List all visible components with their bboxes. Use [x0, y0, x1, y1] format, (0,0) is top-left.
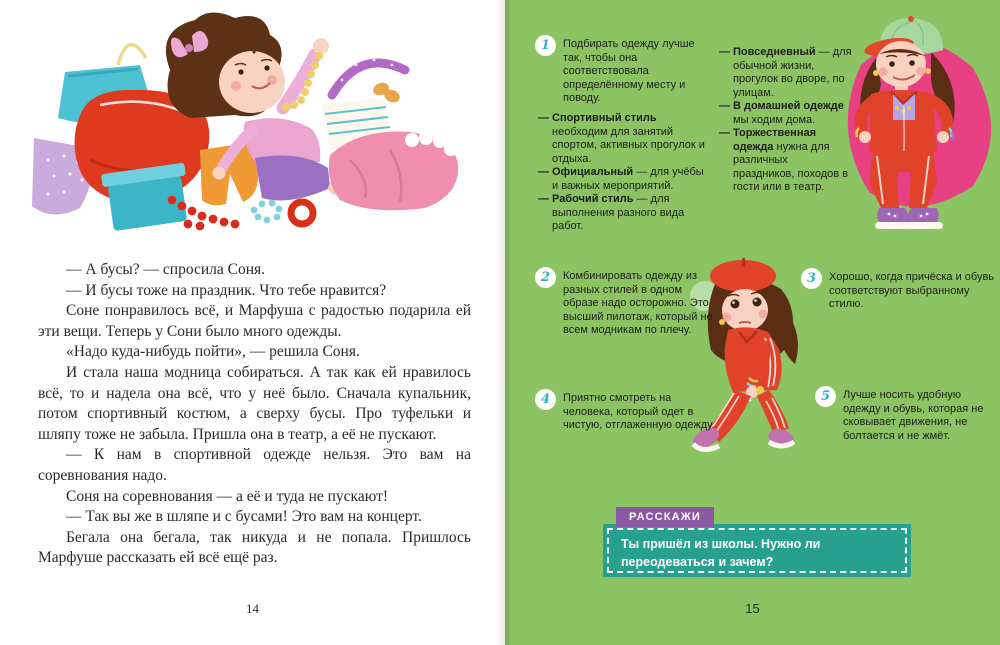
bullet-lead: Спортивный стиль — [552, 112, 657, 124]
bullet-text — [552, 193, 708, 234]
story-paragraph: — И бусы тоже на праздник. Что тебе нравится? — [66, 281, 387, 299]
style-bullet-sport — [538, 112, 708, 166]
bullet-lead: Торжественная одежда — [733, 127, 817, 153]
tip-1-text: Подбирать одежду лучше так, чтобы она соответствовала определённому месту и поводу. — [563, 38, 695, 104]
bullet-text — [733, 100, 852, 127]
style-bullet-casual — [719, 46, 852, 100]
girl-standing-tracksuit-illustration — [831, 10, 1000, 242]
bullet-dash: — — [538, 112, 549, 124]
story-paragraph: — А бусы? — спросила Соня. — [66, 261, 266, 278]
story-paragraph: И стала наша модница собираться. А так как ей нравилось всё, то и надела она всё, что у неё было. Сначала купальник, потом спортивный костюм, а сверху бусы. Про туфельки и шляпу тоже не забыла. Пришла она в театр, а её не пускают. — [38, 363, 471, 443]
bullet-dash: — — [719, 100, 730, 112]
bullet-rest: мы ходим дома. — [733, 113, 816, 126]
bullet-lead: Повседневный — [733, 46, 816, 58]
story-paragraph: Бегала она бегала, так никуда и не попала. Пришлось Марфуше рассказать ей всё ещё раз. — [38, 528, 471, 567]
bullet-text — [733, 46, 852, 100]
style-bullets-column-1 — [538, 112, 708, 234]
bullet-text — [552, 112, 708, 166]
tell-callout-label: РАССКАЖИ — [616, 507, 714, 527]
tip-1-number-badge: 1 — [535, 35, 556, 56]
tip-2-text: Комбинировать одежду из разных стилей в одном образе надо осторожно. Это высший пилотаж, который не всем модникам по плечу. — [563, 270, 713, 336]
bullet-dash: — — [538, 166, 549, 178]
bullet-dash: — — [538, 193, 549, 205]
bullet-rest: — для обычной жизни, прогулок во дворе, по улицам. — [733, 46, 852, 99]
bullet-text — [733, 127, 852, 195]
bullet-rest: — для выполнения разного вида работ. — [552, 193, 685, 232]
tip-4-text: Приятно смотреть на человека, который одет в чистую, отглаженную одежду. — [563, 392, 715, 431]
bullet-rest: — для учёбы и важных мероприятий. — [552, 166, 704, 192]
tip-4-number-badge: 4 — [535, 389, 556, 410]
bullet-rest: необходим для занятий спортом, активных прогулок и отдыха. — [552, 125, 705, 165]
tell-callout-box — [603, 507, 911, 577]
style-bullet-home — [719, 100, 852, 127]
story-paragraph: «Надо куда-нибудь пойти», — решила Соня. — [66, 343, 360, 361]
tip-5 — [815, 389, 993, 443]
bullet-text — [552, 166, 708, 193]
tip-5-number-badge: 5 — [815, 386, 836, 407]
story-paragraph: Соне понравилось всё, и Марфуша с радостью подарила ей эти вещи. Теперь у Сони было много одежды. — [38, 302, 471, 340]
style-bullets-column-2 — [719, 46, 852, 195]
tip-5-text: Лучше носить удобную одежду и обувь, которая не сковывает движения, не болтается и не жмёт. — [843, 389, 984, 442]
bullet-dash: — — [719, 46, 730, 58]
bullet-rest: нужна для различных праздников, походов в гости или в театр. — [733, 140, 849, 193]
tell-callout-question: Ты пришёл из школы. Нужно ли переодеваться и зачем? — [621, 537, 821, 569]
bullet-lead: Рабочий стиль — [552, 193, 634, 205]
tip-4 — [535, 392, 717, 433]
tip-3-number-badge: 3 — [801, 268, 822, 289]
tell-callout-body — [603, 524, 911, 577]
bullet-lead: Официальный — [552, 166, 634, 178]
left-page-number: 14 — [246, 601, 259, 616]
bullet-lead: В домашней одежде — [733, 100, 844, 112]
style-bullet-work — [538, 193, 708, 234]
tip-1 — [535, 38, 711, 106]
bullet-dash: — — [719, 127, 730, 139]
right-page-number: 15 — [745, 601, 760, 616]
tip-2-number-badge: 2 — [535, 267, 556, 288]
story-paragraph: — Так вы же в шляпе и с бусами! Это вам на концерт. — [66, 508, 422, 526]
tip-3 — [801, 271, 999, 312]
story-paragraph: Соня на соревнования — а её и туда не пускают! — [66, 487, 389, 505]
style-bullet-festive — [719, 127, 852, 195]
tip-3-text: Хорошо, когда причёска и обувь соответствуют выбранному стилю. — [829, 271, 995, 310]
story-text — [38, 260, 471, 569]
right-page — [505, 0, 1000, 645]
style-bullet-official — [538, 166, 708, 193]
story-paragraph: — К нам в спортивной одежде нельзя. Это вам на соревнования надо. — [38, 446, 471, 484]
tip-2 — [535, 270, 713, 338]
girl-with-clothes-pile-illustration — [30, 10, 475, 250]
